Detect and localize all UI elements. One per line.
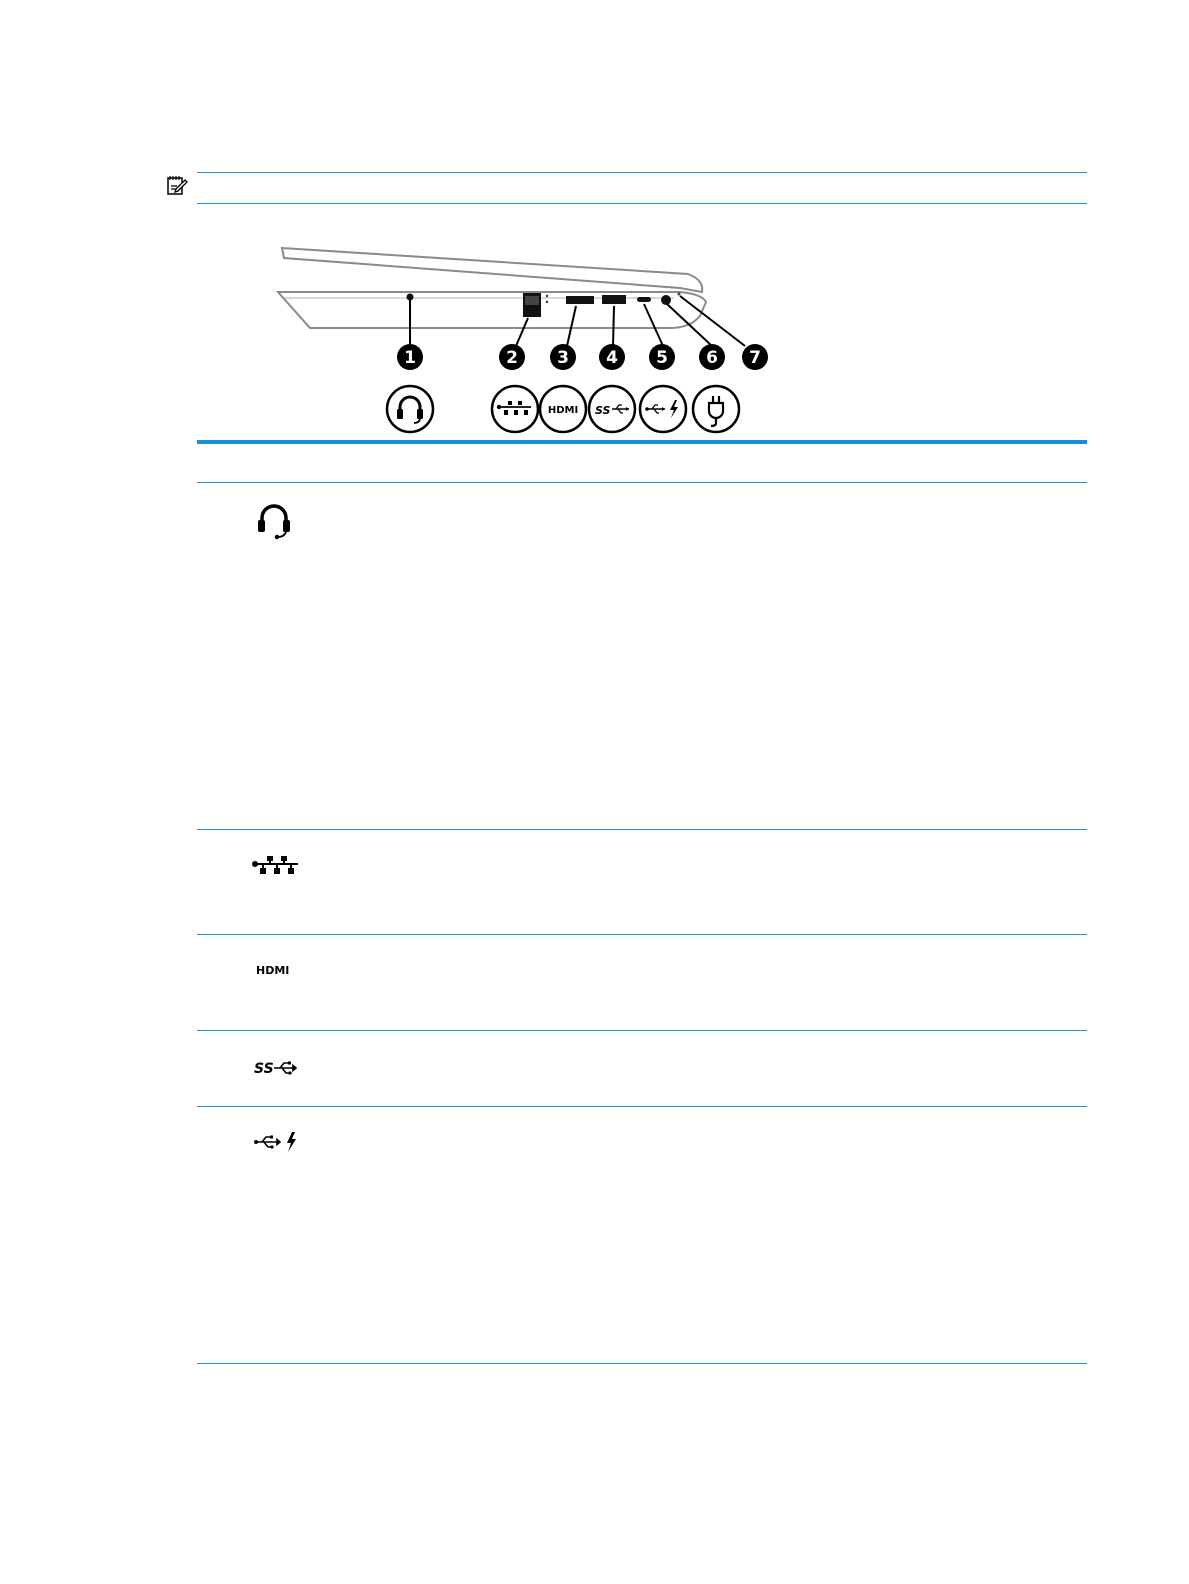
laptop-illustration [278, 248, 706, 328]
hdmi-port [566, 296, 594, 304]
hdmi-icon-text: HDMI [256, 964, 290, 977]
callout-number: 5 [656, 348, 668, 368]
table-row-rule-2 [197, 829, 1087, 830]
hdmi-icon [250, 960, 306, 980]
power-connector-icon-circled [693, 386, 739, 432]
usb-charging-icon [250, 1130, 310, 1154]
rj45-network-icon-circled [492, 386, 538, 432]
callout-number: 1 [404, 348, 416, 368]
usb-superspeed-port [602, 295, 626, 304]
ss-icon-text: SS [254, 1061, 274, 1077]
callout-number: 7 [749, 348, 761, 368]
note-rule-bottom [197, 203, 1087, 204]
table-header-rule [197, 440, 1087, 444]
table-row-rule-6 [197, 1363, 1087, 1364]
headphone-icon-circled [387, 386, 433, 432]
rj45-network-icon [250, 854, 306, 878]
hdmi-icon-circled [540, 386, 586, 432]
table-row-rule-4 [197, 1030, 1087, 1031]
callout-4 [599, 344, 625, 370]
usb-superspeed-icon [250, 1056, 310, 1080]
note-icon [166, 174, 188, 196]
table-row-rule-5 [197, 1106, 1087, 1107]
callout-6 [699, 344, 725, 370]
ss-icon-text: SS [595, 404, 611, 417]
callout-1 [397, 344, 423, 370]
power-light [678, 293, 681, 296]
laptop-left-side-figure [270, 236, 790, 436]
callout-5 [649, 344, 675, 370]
callout-number: 4 [606, 348, 618, 368]
callout-2 [499, 344, 525, 370]
callout-number: 6 [706, 348, 718, 368]
note-rule-top [197, 172, 1087, 173]
table-row-rule-1 [197, 482, 1087, 483]
headphone-icon [250, 500, 298, 540]
callout-number: 2 [506, 348, 518, 368]
usb-superspeed-icon-circled [589, 386, 635, 432]
callout-number: 3 [557, 348, 569, 368]
power-connector-port [661, 295, 671, 305]
hdmi-icon-text: HDMI [547, 405, 579, 416]
headphone-port [407, 294, 414, 301]
usb-charging-icon-circled [640, 386, 686, 432]
callout-3 [550, 344, 576, 370]
table-row-rule-3 [197, 934, 1087, 935]
usb-c-port [637, 297, 651, 302]
callout-7 [742, 344, 768, 370]
